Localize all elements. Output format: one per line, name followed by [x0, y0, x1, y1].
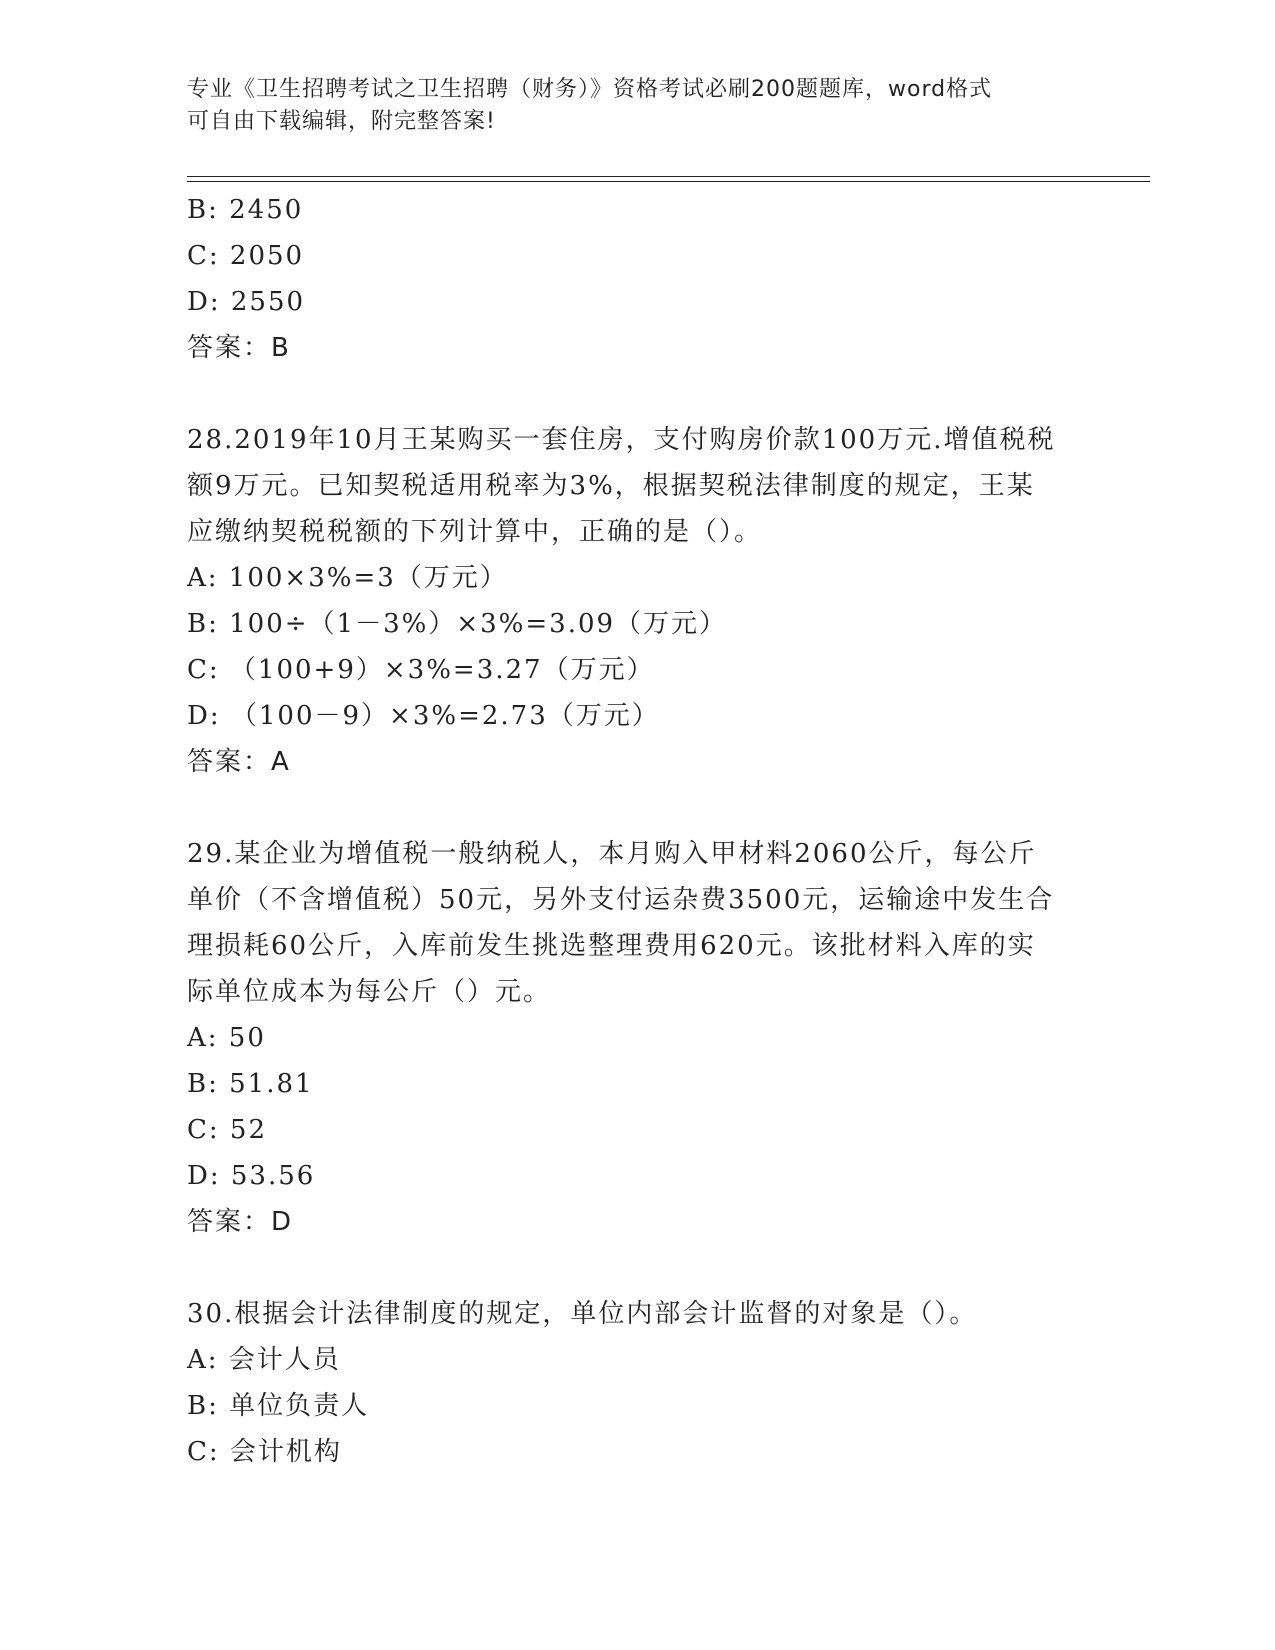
option-c: C: 52 — [187, 1115, 268, 1145]
question-29 — [187, 831, 1087, 1245]
option-c: C: 会计机构 — [187, 1437, 342, 1467]
header-rule-bottom — [187, 181, 1150, 182]
document-header — [187, 74, 1067, 138]
question-30 — [187, 1291, 1087, 1475]
header-title-line-1: 专业《卫生招聘考试之卫生招聘（财务）》资格考试必刷200题题库，word格式 — [187, 77, 993, 102]
option-b: B: 单位负责人 — [187, 1391, 370, 1421]
option-c: C: （100+9）×3%=3.27（万元） — [187, 655, 655, 685]
question-stem-line: 29.某企业为增值税一般纳税人，本月购入甲材料2060公斤，每公斤 — [187, 839, 1037, 869]
option-b: B: 51.81 — [187, 1069, 314, 1099]
question-stem-line: 30.根据会计法律制度的规定，单位内部会计监督的对象是（）。 — [187, 1299, 978, 1329]
question-stem-line: 理损耗60公斤，入库前发生挑选整理费用620元。该批材料入库的实 — [187, 931, 1036, 961]
document-body — [187, 187, 1087, 1475]
question-stem-line: 应缴纳契税税额的下列计算中，正确的是（）。 — [187, 517, 763, 547]
question-stem-line: 单价（不含增值税）50元，另外支付运杂费3500元，运输途中发生合 — [187, 885, 1055, 915]
option-b: B: 2450 — [187, 195, 304, 225]
spacer — [187, 371, 1087, 417]
option-d: D: 53.56 — [187, 1161, 316, 1191]
header-rule-top — [187, 176, 1150, 177]
spacer — [187, 785, 1087, 831]
answer-line: 答案：D — [187, 1207, 294, 1237]
answer-line: 答案：B — [187, 333, 291, 363]
option-d: D: （100－9）×3%=2.73（万元） — [187, 701, 660, 731]
question-stem-line: 额9万元。已知契税适用税率为3%，根据契税法律制度的规定，王某 — [187, 471, 1035, 501]
option-c: C: 2050 — [187, 241, 305, 271]
prev-question-block — [187, 187, 1087, 371]
header-title-line-2: 可自由下载编辑，附完整答案! — [187, 109, 496, 134]
question-stem-line: 28.2019年10月王某购买一套住房，支付购房价款100万元.增值税税 — [187, 425, 1056, 455]
option-a: A: 50 — [187, 1023, 266, 1053]
spacer — [187, 1245, 1087, 1291]
option-a: A: 100×3%=3（万元） — [187, 563, 508, 593]
option-b: B: 100÷（1－3%）×3%=3.09（万元） — [187, 609, 728, 639]
option-a: A: 会计人员 — [187, 1345, 341, 1375]
question-28 — [187, 417, 1087, 785]
question-stem-line: 际单位成本为每公斤（）元。 — [187, 977, 552, 1007]
option-d: D: 2550 — [187, 287, 306, 317]
answer-line: 答案：A — [187, 747, 291, 777]
